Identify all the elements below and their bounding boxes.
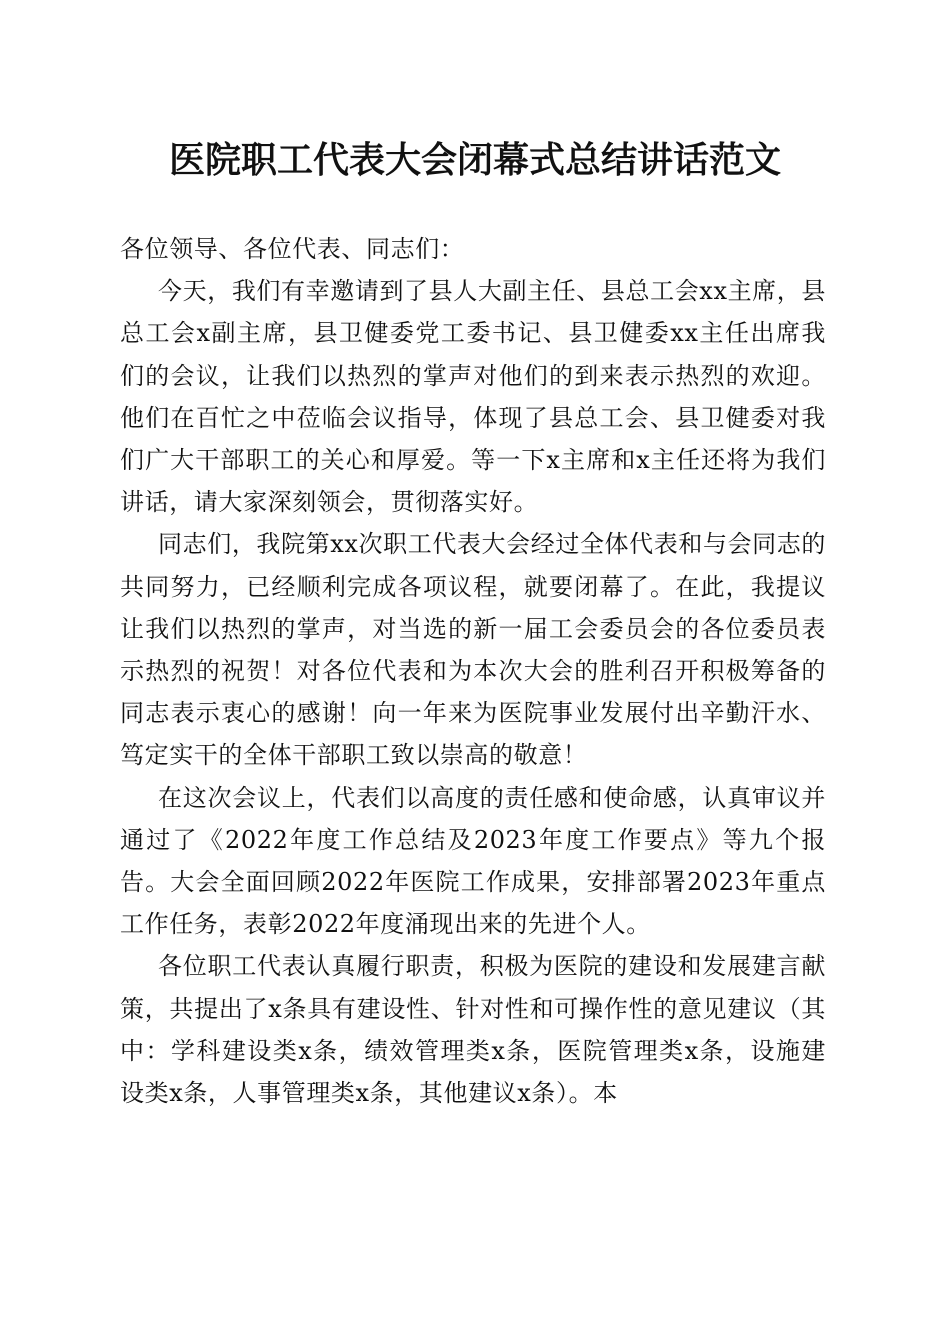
- document-title: 医院职工代表大会闭幕式总结讲话范文: [168, 139, 781, 181]
- paragraph-meeting-review: 在这次会议上，代表们以高度的责任感和使命感，认真审议并通过了《2022年度工作总结及2023年度工作要点》等九个报告。大会全面回顾2022年医院工作成果，安排部署2023年重点工作任务，表彰2022年度涌现出来的先进个人。: [120, 783, 826, 939]
- salutation: 各位领导、各位代表、同志们：: [120, 235, 465, 263]
- paragraph-welcome: 今天，我们有幸邀请到了县人大副主任、县总工会xx主席，县总工会x副主席，县卫健委党工委书记、县卫健委xx主任出席我们的会议，让我们以热烈的掌声对他们的到来表示热烈的欢迎。他们在百忙之中莅临会议指导，体现了县总工会、县卫健委对我们广大干部职工的关心和厚爱。等一下x主席和x主任还将为我们讲话，请大家深刻领会，贯彻落实好。: [120, 277, 826, 517]
- document-body: [120, 228, 826, 1114]
- paragraph-closing-thanks: 同志们，我院第xx次职工代表大会经过全体代表和与会同志的共同努力，已经顺利完成各项议程，就要闭幕了。在此，我提议让我们以热烈的掌声，对当选的新一届工会委员会的各位委员表示热烈的祝贺！对各位代表和为本次大会的胜利召开积极筹备的同志表示衷心的感谢！向一年来为医院事业发展付出辛勤汗水、笃定实干的全体干部职工致以崇高的敬意！: [120, 530, 826, 770]
- paragraph-proposals: 各位职工代表认真履行职责，积极为医院的建设和发展建言献策，共提出了x条具有建设性、针对性和可操作性的意见建议（其中：学科建设类x条，绩效管理类x条，医院管理类x条，设施建设类x条，人事管理类x条，其他建议x条）。本: [120, 952, 826, 1108]
